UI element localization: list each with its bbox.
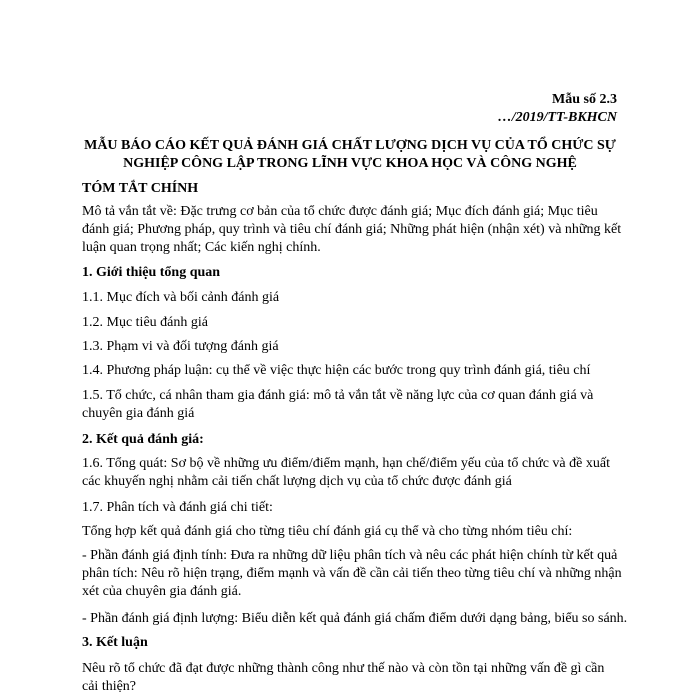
synthesis-text: Tổng hợp kết quả đánh giá cho từng tiêu chí đánh giá cụ thể và cho từng nhóm tiêu chí: <box>82 524 573 539</box>
summary-text: Mô tả vắn tắt về: Đặc trưng cơ bản của tổ chức được đánh giá; Mục đích đánh giá; Mục tiêu đánh giá; Phương pháp, quy trình và tiêu chí đánh giá; Những phát hiện (nhận xét) và những kết luận quan trọng nhất; Các kiến nghị chính. <box>82 204 622 255</box>
item-1-6: 1.6. Tổng quát: Sơ bộ về những ưu điểm/điểm mạnh, hạn chế/điểm yếu của tổ chức và đề xuất các khuyến nghị nhằm cải tiến chất lượng dịch vụ của tổ chức được đánh giá <box>82 456 610 489</box>
quantitative-assessment: - Phần đánh giá định lượng: Biểu diễn kết quả đánh giá chấm điểm dưới dạng bảng, biểu so sánh. <box>82 611 628 626</box>
qualitative-assessment: - Phần đánh giá định tính: Đưa ra những dữ liệu phân tích và nêu các phát hiện chính từ kết quả phân tích: Nêu rõ hiện trạng, điểm mạnh và vấn đề cần cải tiến theo từng tiêu chí và những nhận xét của chuyên gia đánh giá. <box>82 548 622 599</box>
item-1-1: 1.1. Mục đích và bối cảnh đánh giá <box>82 290 280 305</box>
item-1-7: 1.7. Phân tích và đánh giá chi tiết: <box>82 500 273 515</box>
item-1-4: 1.4. Phương pháp luận: cụ thể về việc thực hiện các bước trong quy trình đánh giá, tiêu chí <box>82 363 591 378</box>
document-title-line-2: NGHIỆP CÔNG LẬP TRONG LĨNH VỰC KHOA HỌC VÀ CÔNG NGHỆ <box>123 156 577 171</box>
item-1-3: 1.3. Phạm vi và đối tượng đánh giá <box>82 339 279 354</box>
section-1-heading: 1. Giới thiệu tổng quan <box>82 265 221 280</box>
document-title-line-1: MẪU BÁO CÁO KẾT QUẢ ĐÁNH GIÁ CHẤT LƯỢNG DỊCH VỤ CỦA TỔ CHỨC SỰ <box>84 138 616 153</box>
section-2-heading: 2. Kết quả đánh giá: <box>82 432 204 447</box>
section-3-heading: 3. Kết luận <box>82 635 148 650</box>
summary-heading: TÓM TẮT CHÍNH <box>82 181 199 196</box>
form-number: Mẫu số 2.3 <box>552 92 617 107</box>
circular-reference: …/2019/TT-BKHCN <box>497 110 617 125</box>
item-1-2: 1.2. Mục tiêu đánh giá <box>82 315 208 330</box>
conclusion-text: Nêu rõ tổ chức đã đạt được những thành công như thế nào và còn tồn tại những vấn đề gì cần cải thiện? <box>82 661 605 694</box>
item-1-5: 1.5. Tổ chức, cá nhân tham gia đánh giá: mô tả vắn tắt về năng lực của cơ quan đánh giá và chuyên gia đánh giá <box>82 388 594 421</box>
